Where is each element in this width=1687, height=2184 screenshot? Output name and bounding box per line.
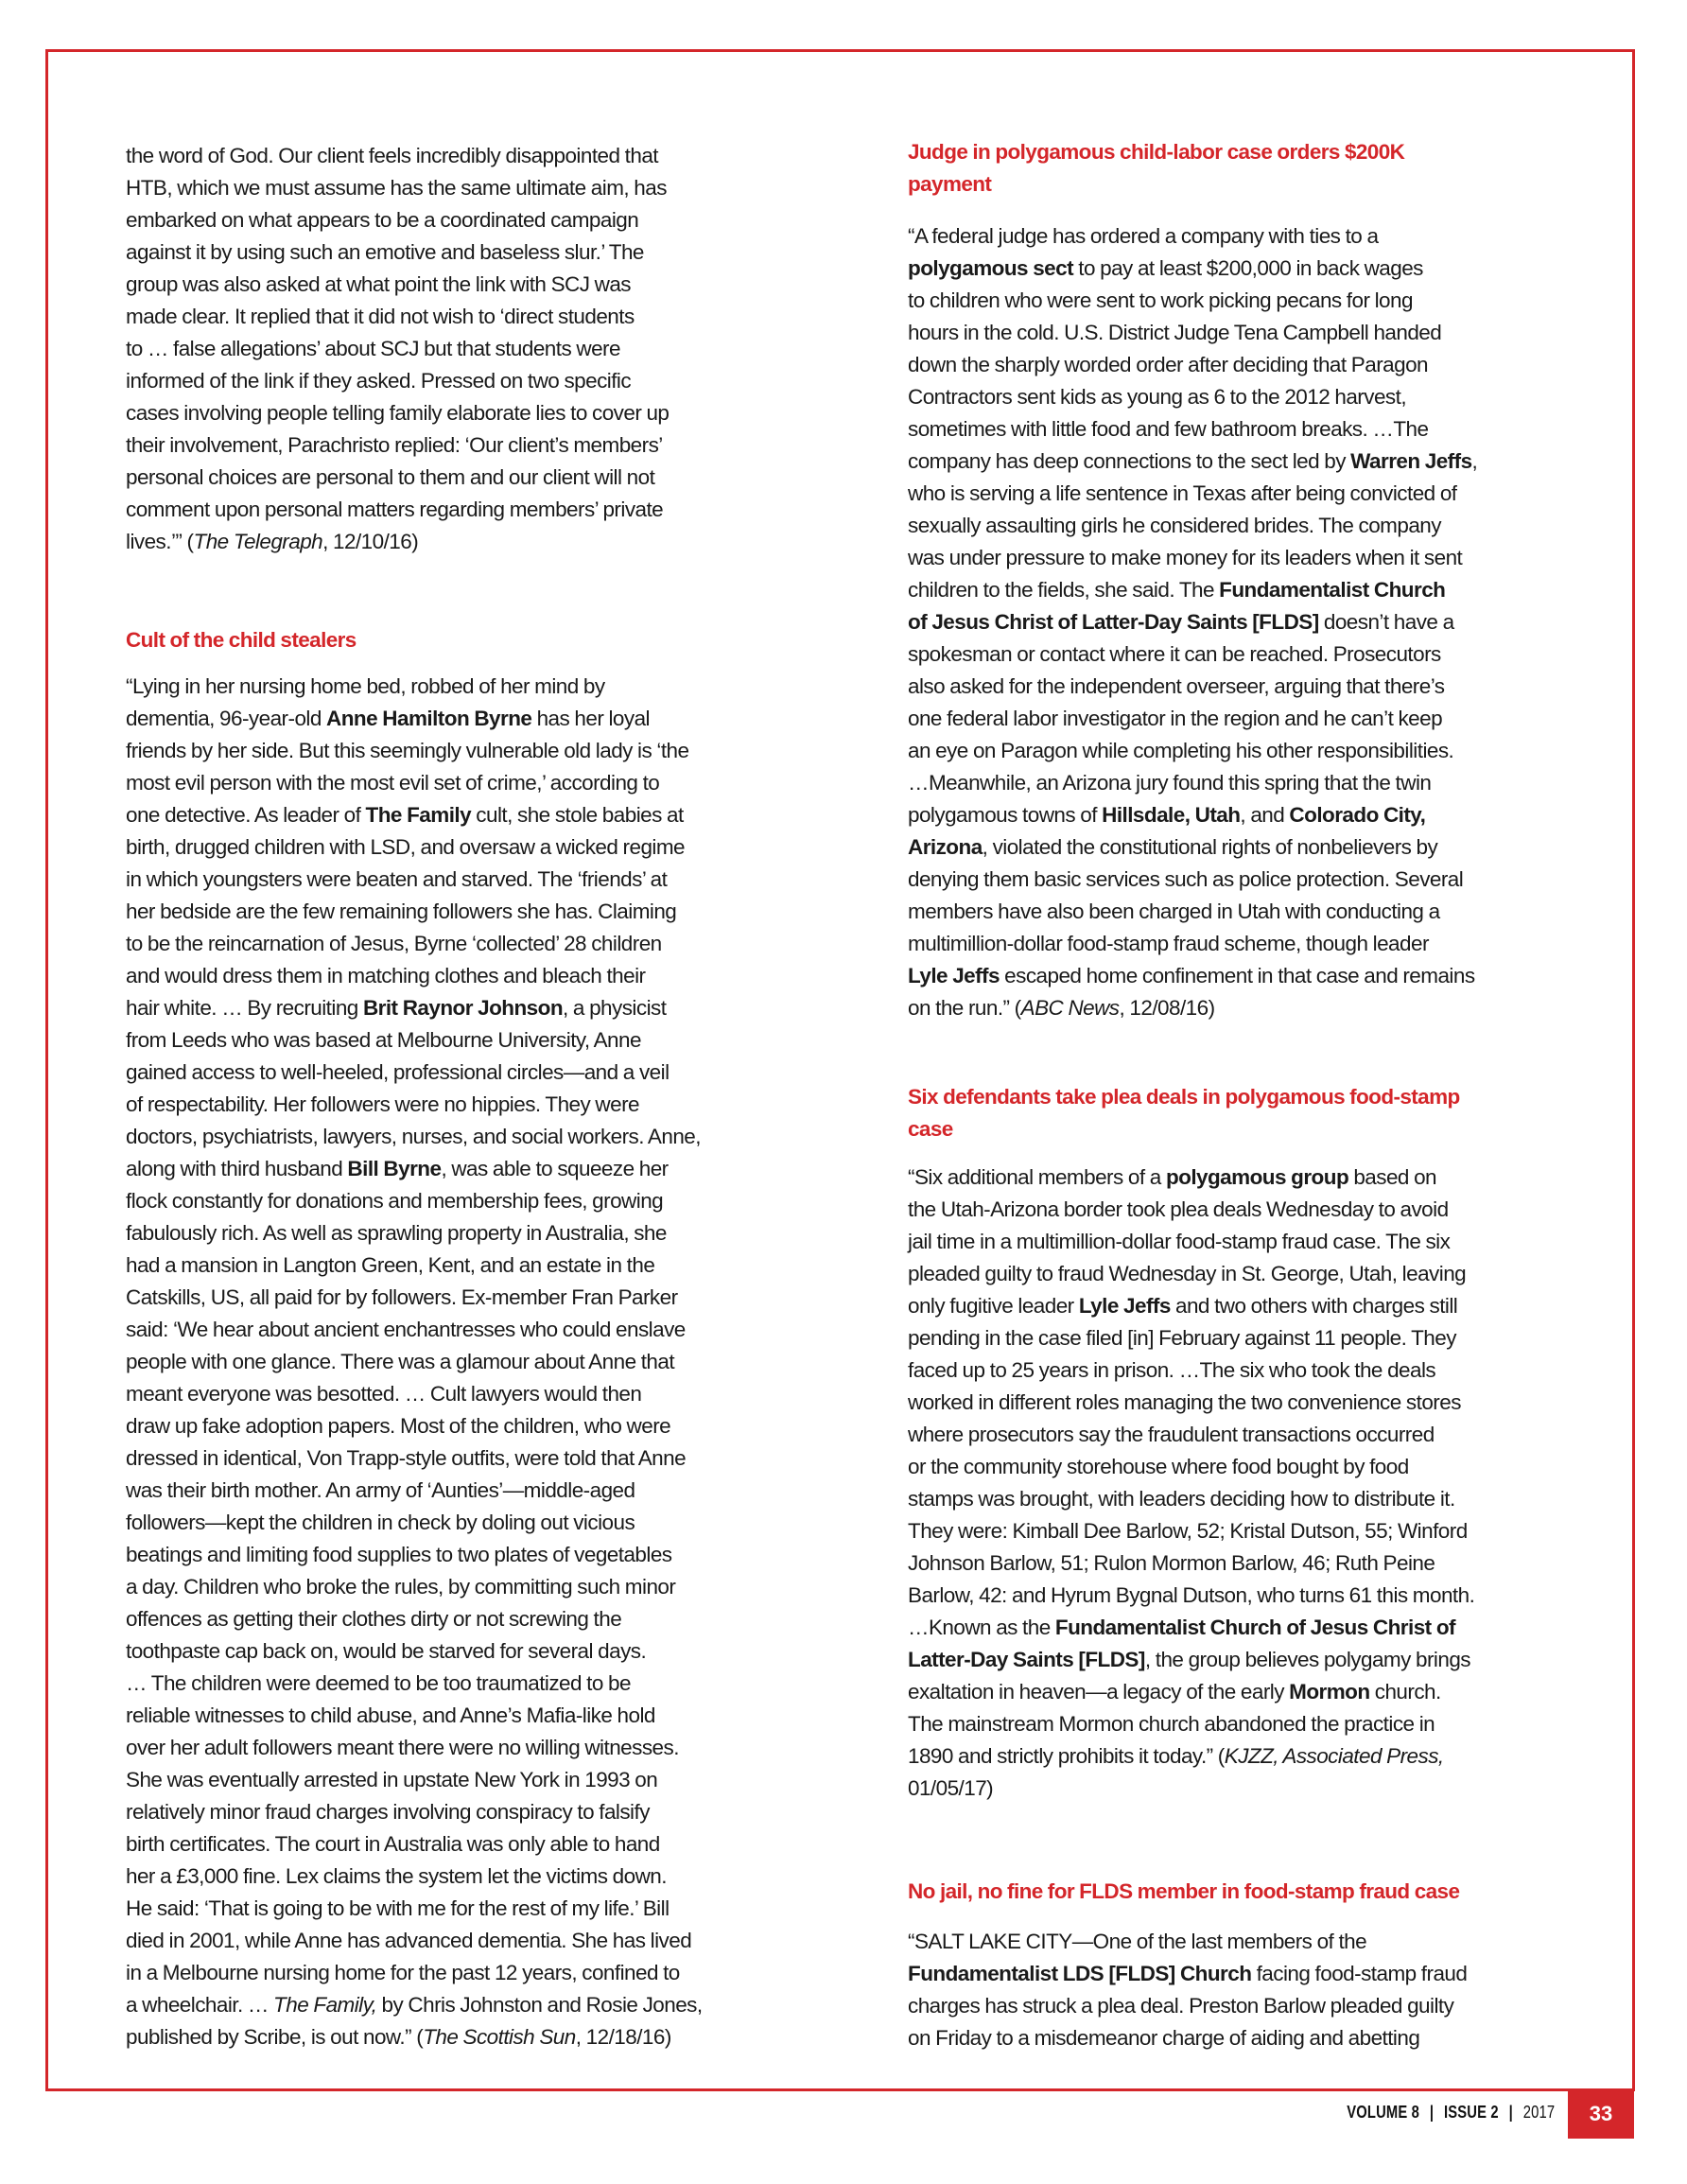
text-line: her a £3,000 fine. Lex claims the system let the victims down.: [126, 1864, 667, 1888]
text-line: sexually assaulting girls he considered brides. The company: [908, 514, 1441, 537]
text-line: cases involving people telling family elaborate lies to cover up: [126, 401, 670, 425]
text-line: one detective. As leader of The Family cult, she stole babies at: [126, 803, 684, 827]
text-line: a day. Children who broke the rules, by committing such minor: [126, 1575, 676, 1599]
article-body-no-jail: [908, 1926, 1579, 2054]
text-line: …Known as the Fundamentalist Church of Jesus Christ of: [908, 1616, 1455, 1639]
text-line: The mainstream Mormon church abandoned the practice in: [908, 1712, 1435, 1736]
year-label: 2017: [1522, 2103, 1555, 2122]
text-line: dressed in identical, Von Trapp-style outfits, were told that Anne: [126, 1446, 687, 1470]
headline-six-defendants: [908, 1081, 1579, 1145]
text-line: worked in different roles managing the two convenience stores: [908, 1390, 1461, 1414]
text-line: hours in the cold. U.S. District Judge Tena Campbell handed: [908, 321, 1442, 344]
text-line: Arizona, violated the constitutional rights of nonbelievers by: [908, 835, 1438, 859]
text-line: “Six additional members of a polygamous group based on: [908, 1165, 1437, 1189]
text-line: of respectability. Her followers were no hippies. They were: [126, 1092, 639, 1116]
text-line: 01/05/17): [908, 1776, 994, 1800]
article-body-six-defendants: [908, 1162, 1579, 1805]
text-line: published by Scribe, is out now.” (The Scottish Sun, 12/18/16): [126, 2025, 671, 2049]
text-line: reliable witnesses to child abuse, and Anne’s Mafia-like hold: [126, 1704, 655, 1727]
issue-info: [1347, 2096, 1555, 2128]
text-line: draw up fake adoption papers. Most of the children, who were: [126, 1414, 671, 1438]
article-body-judge: [908, 220, 1579, 1024]
text-line: one federal labor investigator in the region and he can’t keep: [908, 707, 1443, 730]
text-line: Latter-Day Saints [FLDS], the group believes polygamy brings: [908, 1648, 1471, 1671]
text-line: “Lying in her nursing home bed, robbed of her mind by: [126, 674, 605, 698]
text-line: a wheelchair. … The Family, by Chris Johnston and Rosie Jones,: [126, 1993, 703, 2017]
separator: |: [1508, 2103, 1513, 2122]
text-line: Judge in polygamous child-labor case orders $200K: [908, 140, 1405, 164]
text-line: doctors, psychiatrists, lawyers, nurses, and social workers. Anne,: [126, 1125, 701, 1148]
text-line: exaltation in heaven—a legacy of the early Mormon church.: [908, 1680, 1441, 1704]
text-line: Fundamentalist LDS [FLDS] Church facing food-stamp fraud: [908, 1962, 1468, 1985]
text-line: beatings and limiting food supplies to two plates of vegetables: [126, 1543, 672, 1566]
text-line: their involvement, Parachristo replied: ‘Our client’s members’: [126, 433, 663, 457]
text-line: No jail, no fine for FLDS member in food-stamp fraud case: [908, 1879, 1460, 1903]
text-line: case: [908, 1117, 953, 1141]
text-line: polygamous towns of Hillsdale, Utah, and Colorado City,: [908, 803, 1426, 827]
text-line: relatively minor fraud charges involving conspiracy to falsify: [126, 1800, 650, 1824]
text-line: Catskills, US, all paid for by followers. Ex-member Fran Parker: [126, 1285, 678, 1309]
text-line: who is serving a life sentence in Texas after being convicted of: [908, 481, 1457, 505]
text-line: or the community storehouse where food bought by food: [908, 1455, 1409, 1478]
text-line: She was eventually arrested in upstate New York in 1993 on: [126, 1768, 658, 1791]
text-line: an eye on Paragon while completing his other responsibilities.: [908, 739, 1454, 762]
text-line: was under pressure to make money for its leaders when it sent: [908, 546, 1463, 569]
text-line: stamps was brought, with leaders deciding how to distribute it.: [908, 1487, 1455, 1511]
headline-cult-of-the-child-stealers: [126, 624, 788, 656]
text-line: to … false allegations’ about SCJ but that students were: [126, 337, 620, 360]
text-line: members have also been charged in Utah with conducting a: [908, 900, 1440, 923]
text-line: HTB, which we must assume has the same ultimate aim, has: [126, 176, 667, 200]
text-line: followers—kept the children in check by doling out vicious: [126, 1511, 635, 1534]
text-line: toothpaste cap back on, would be starved for several days.: [126, 1639, 647, 1663]
text-line: people with one glance. There was a glamour about Anne that: [126, 1350, 675, 1373]
text-line: pending in the case filed [in] February against 11 people. They: [908, 1326, 1456, 1350]
text-line: 1890 and strictly prohibits it today.” (KJZZ, Associated Press,: [908, 1744, 1444, 1768]
article-body-cult: [126, 671, 788, 2053]
text-line: the word of God. Our client feels incredibly disappointed that: [126, 144, 658, 167]
separator: |: [1429, 2103, 1434, 2122]
text-line: on Friday to a misdemeanor charge of aiding and abetting: [908, 2026, 1420, 2050]
text-line: group was also asked at what point the link with SCJ was: [126, 272, 631, 296]
text-line: comment upon personal matters regarding members’ private: [126, 498, 664, 521]
text-line: “SALT LAKE CITY—One of the last members of the: [908, 1930, 1367, 1953]
text-line: polygamous sect to pay at least $200,000 in back wages: [908, 256, 1423, 280]
text-line: Lyle Jeffs escaped home confinement in that case and remains: [908, 964, 1475, 987]
text-line: dementia, 96-year-old Anne Hamilton Byrne has her loyal: [126, 707, 650, 730]
text-line: personal choices are personal to them and our client will not: [126, 465, 655, 489]
text-line: to children who were sent to work picking pecans for long: [908, 288, 1413, 312]
headline-no-jail: [908, 1876, 1579, 1908]
text-line: jail time in a multimillion-dollar food-stamp fraud case. The six: [908, 1230, 1451, 1253]
text-line: where prosecutors say the fraudulent transactions occurred: [908, 1423, 1435, 1446]
text-line: of Jesus Christ of Latter-Day Saints [FLDS] doesn’t have a: [908, 610, 1454, 634]
text-line: embarked on what appears to be a coordinated campaign: [126, 208, 639, 232]
text-line: Contractors sent kids as young as 6 to the 2012 harvest,: [908, 385, 1407, 409]
text-line: sometimes with little food and few bathroom breaks. …The: [908, 417, 1429, 441]
text-line: birth, drugged children with LSD, and oversaw a wicked regime: [126, 835, 686, 859]
text-line: faced up to 25 years in prison. …The six who took the deals: [908, 1358, 1436, 1382]
text-line: company has deep connections to the sect led by Warren Jeffs,: [908, 449, 1478, 473]
text-line: hair white. … By recruiting Brit Raynor Johnson, a physicist: [126, 996, 667, 1020]
text-line: pleaded guilty to fraud Wednesday in St. George, Utah, leaving: [908, 1262, 1467, 1285]
text-line: charges has struck a plea deal. Preston Barlow pleaded guilty: [908, 1994, 1454, 2018]
text-line: against it by using such an emotive and baseless slur.’ The: [126, 240, 644, 264]
text-line: from Leeds who was based at Melbourne University, Anne: [126, 1028, 641, 1052]
headline-judge-child-labor: [908, 136, 1579, 201]
text-line: informed of the link if they asked. Pressed on two specific: [126, 369, 632, 393]
text-line: in which youngsters were beaten and starved. The ‘friends’ at: [126, 867, 668, 891]
text-line: birth certificates. The court in Australia was only able to hand: [126, 1832, 660, 1856]
text-line: offences as getting their clothes dirty or not screwing the: [126, 1607, 622, 1631]
text-line: meant everyone was besotted. … Cult lawyers would then: [126, 1382, 642, 1406]
text-line: children to the fields, she said. The Fundamentalist Church: [908, 578, 1446, 602]
text-line: Barlow, 42: and Hyrum Bygnal Dutson, who turns 61 this month.: [908, 1583, 1475, 1607]
text-line: spokesman or contact where it can be reached. Prosecutors: [908, 642, 1441, 666]
text-line: “A federal judge has ordered a company with ties to a: [908, 224, 1379, 248]
page-number: 33: [1568, 2088, 1634, 2139]
text-line: only fugitive leader Lyle Jeffs and two others with charges still: [908, 1294, 1458, 1318]
text-line: Johnson Barlow, 51; Rulon Mormon Barlow, 46; Ruth Peine: [908, 1551, 1435, 1575]
text-line: down the sharply worded order after deciding that Paragon: [908, 353, 1429, 376]
volume-label: VOLUME 8: [1347, 2103, 1419, 2122]
text-line: fabulously rich. As well as sprawling property in Australia, she: [126, 1221, 667, 1245]
text-line: had a mansion in Langton Green, Kent, and an estate in the: [126, 1253, 655, 1277]
text-line: flock constantly for donations and membership fees, growing: [126, 1189, 664, 1213]
text-line: and would dress them in matching clothes and bleach their: [126, 964, 646, 987]
text-line: …Meanwhile, an Arizona jury found this spring that the twin: [908, 771, 1432, 795]
text-line: most evil person with the most evil set of crime,’ according to: [126, 771, 660, 795]
text-line: They were: Kimball Dee Barlow, 52; Kristal Dutson, 55; Winford: [908, 1519, 1468, 1543]
text-line: lives.’” (The Telegraph, 12/10/16): [126, 530, 419, 553]
issue-label: ISSUE 2: [1443, 2103, 1499, 2122]
text-line: denying them basic services such as police protection. Several: [908, 867, 1464, 891]
text-line: said: ‘We hear about ancient enchantresses who could enslave: [126, 1318, 686, 1341]
text-line: was their birth mother. An army of ‘Aunties’—middle-aged: [126, 1478, 635, 1502]
text-line: gained access to well-heeled, professional circles—and a veil: [126, 1060, 670, 1084]
text-line: He said: ‘That is going to be with me for the rest of my life.’ Bill: [126, 1896, 670, 1920]
continued-article-body: [126, 140, 788, 558]
text-line: Six defendants take plea deals in polygamous food-stamp: [908, 1085, 1460, 1109]
text-line: her bedside are the few remaining followers she has. Claiming: [126, 900, 677, 923]
text-line: on the run.” (ABC News, 12/08/16): [908, 996, 1215, 1020]
text-line: multimillion-dollar food-stamp fraud scheme, though leader: [908, 932, 1429, 955]
text-line: died in 2001, while Anne has advanced dementia. She has lived: [126, 1929, 692, 1952]
text-line: friends by her side. But this seemingly vulnerable old lady is ‘the: [126, 739, 689, 762]
text-line: along with third husband Bill Byrne, was able to squeeze her: [126, 1157, 669, 1180]
text-line: Cult of the child stealers: [126, 628, 357, 652]
text-line: also asked for the independent overseer, arguing that there’s: [908, 674, 1445, 698]
text-line: payment: [908, 172, 992, 196]
text-line: the Utah-Arizona border took plea deals Wednesday to avoid: [908, 1197, 1449, 1221]
text-line: made clear. It replied that it did not wish to ‘direct students: [126, 305, 635, 328]
text-line: to be the reincarnation of Jesus, Byrne ‘collected’ 28 children: [126, 932, 662, 955]
text-line: in a Melbourne nursing home for the past 12 years, confined to: [126, 1961, 680, 1984]
text-line: … The children were deemed to be too traumatized to be: [126, 1671, 631, 1695]
text-line: over her adult followers meant there were no willing witnesses.: [126, 1736, 679, 1759]
